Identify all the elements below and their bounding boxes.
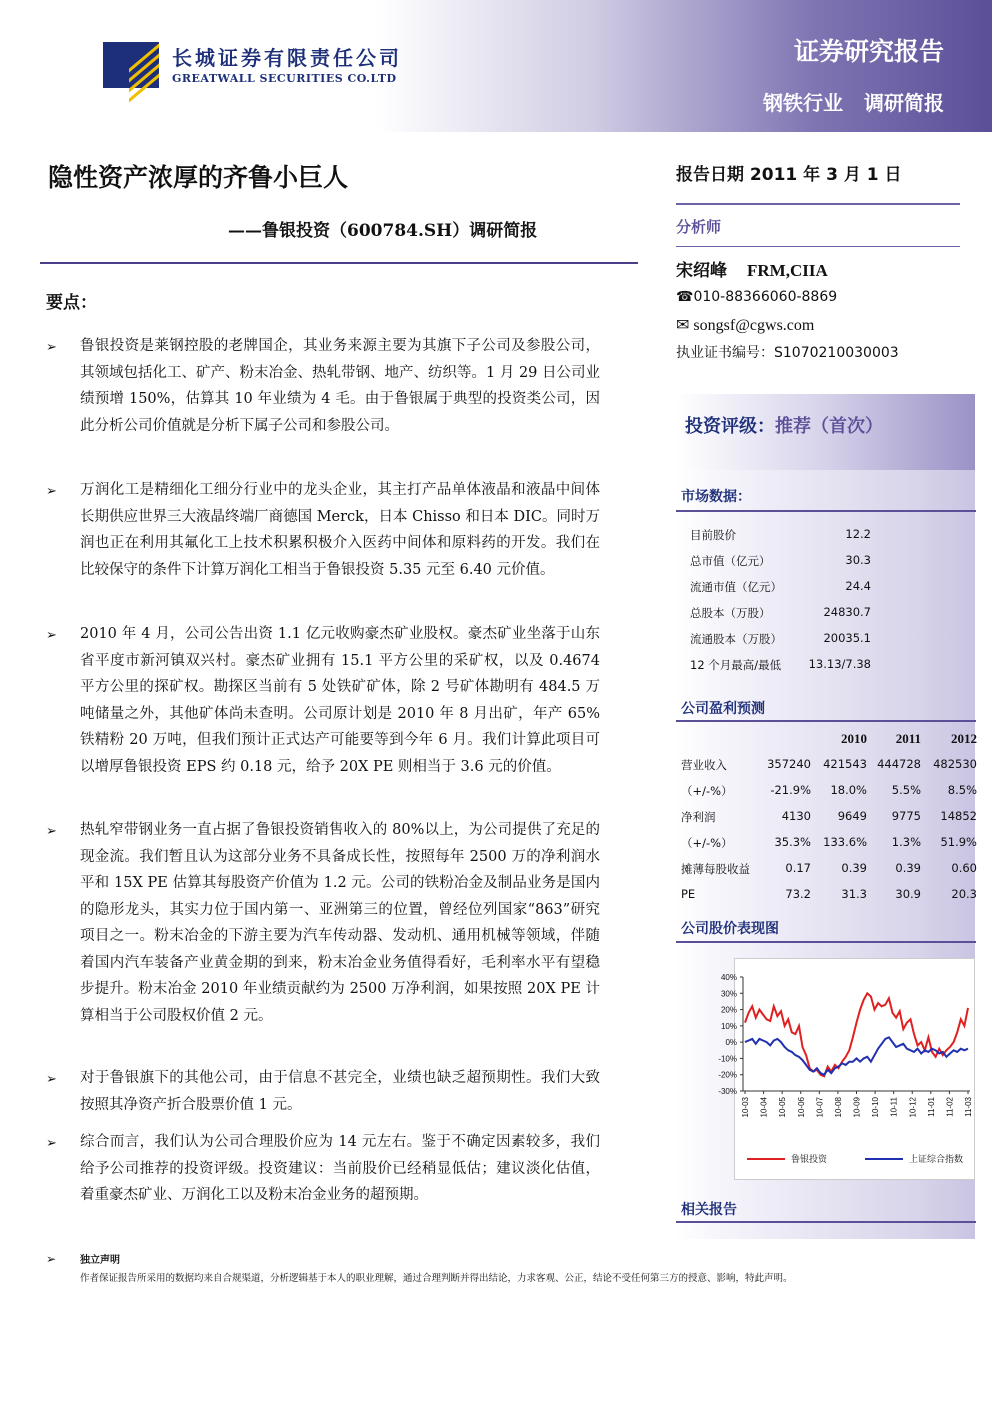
forecast-value: 18.0% xyxy=(830,783,867,797)
analyst-credentials: FRM,CIIA xyxy=(747,261,828,280)
forecast-heading: 公司盈利预测 xyxy=(681,701,765,717)
x-tick-label: 11-02 xyxy=(945,1097,955,1117)
forecast-year: 2011 xyxy=(895,731,921,746)
investment-rating xyxy=(685,412,883,438)
y-tick-label: -30% xyxy=(718,1087,737,1096)
key-point-2: 万润化工是精细化工细分行业中的龙头企业，其主打产品单体液晶和液晶中间体长期供应世界三大液晶终端厂商德国 Merck，日本 Chisso 和日本 DIC。同时万润也正在利用其氟化工上技术积累积极介入医药中间体和原料药的开发。我们在比较保守的条件下计算万润化工相当于鲁银投资 5.35 元至 6.40 元价值。 xyxy=(80,482,600,578)
disclaimer-title: 独立声明 xyxy=(80,1255,120,1266)
analyst-email[interactable]: ✉ songsf@cgws.com xyxy=(676,317,815,334)
arrow-bullet-icon: ➢ xyxy=(46,824,57,839)
market-label: 总股本（万股） xyxy=(690,606,771,620)
company-name-en: GREATWALL SECURITIES CO.LTD xyxy=(172,72,397,85)
forecast-row xyxy=(681,783,979,803)
market-data-heading: 市场数据： xyxy=(681,489,751,505)
x-tick-label: 10-06 xyxy=(796,1097,806,1118)
analyst-phone: ☎010-88366060-8869 xyxy=(676,289,838,305)
x-tick-label: 10-04 xyxy=(759,1097,769,1118)
report-category: 钢铁行业 调研简报 xyxy=(763,91,944,115)
y-tick-label: 40% xyxy=(720,973,737,982)
forecast-value: 0.17 xyxy=(785,861,811,875)
analyst-label: 分析师 xyxy=(676,218,722,236)
analyst-name xyxy=(676,256,828,281)
y-tick-label: 10% xyxy=(720,1021,737,1031)
forecast-label: PE xyxy=(681,887,696,901)
x-tick-label: 10-11 xyxy=(889,1097,899,1117)
company-logo-icon xyxy=(103,42,159,88)
report-date: 报告日期 2011 年 3 月 1 日 xyxy=(676,165,902,185)
key-point-3: 2010 年 4 月，公司公告出资 1.1 亿元收购豪杰矿业股权。豪杰矿业坐落于山东省平度市新河镇双兴村。豪杰矿业拥有 15.1 平方公里的采矿权，以及 0.4674 平方公里的探矿权。勘探区当前有 5 处铁矿矿体，除 2 号矿体勘明有 484.5 万吨储量之外，其他矿体尚未查明。公司原计划是 2010 年 8 月出矿，年产 65%铁精粉 20 万吨，但我们预计正式达产可能要等到今年 6 月。我们计算此项目可以增厚鲁银投资 EPS 约 0.18 元，给予 20X PE 则相当于 3.6 元的价值。 xyxy=(80,626,600,775)
divider xyxy=(676,246,960,247)
x-tick-label: 10-05 xyxy=(778,1097,788,1118)
forecast-label: 净利润 xyxy=(681,810,716,824)
forecast-value: 4130 xyxy=(781,809,811,823)
x-tick-label: 10-09 xyxy=(852,1097,862,1118)
forecast-year: 2012 xyxy=(951,731,977,746)
market-row xyxy=(690,631,871,647)
analyst-license: 执业证书编号：S1070210030003 xyxy=(676,345,899,361)
arrow-bullet-icon: ➢ xyxy=(46,484,57,499)
market-row xyxy=(690,553,871,569)
market-label: 总市值（亿元） xyxy=(690,554,771,568)
page-subtitle: ——鲁银投资（600784.SH）调研简报 xyxy=(228,221,538,241)
forecast-row xyxy=(681,861,979,881)
forecast-value: 133.6% xyxy=(823,835,867,849)
divider xyxy=(40,262,638,264)
key-point-1: 鲁银投资是莱钢控股的老牌国企，其业务来源主要为其旗下子公司及参股公司，其领域包括化工、矿产、粉末冶金、热轧带钢、地产、纺织等。1 月 29 日公司业绩预增 150%，估算其 10 年业绩为 4 毛。由于鲁银属于典型的投资类公司，因此分析公司价值就是分析下属子公司和参股公司。 xyxy=(80,338,601,434)
y-tick-label: 30% xyxy=(720,989,737,999)
x-tick-label: 10-12 xyxy=(908,1097,918,1118)
key-point-5: 对于鲁银旗下的其他公司，由于信息不甚完全，业绩也缺乏超预期性。我们大致按照其净资产折合股票价值 1 元。 xyxy=(80,1070,600,1113)
forecast-label: （+/-%） xyxy=(681,784,733,798)
forecast-header-row xyxy=(681,731,979,751)
market-label: 12 个月最高/最低 xyxy=(690,658,782,672)
market-row xyxy=(690,579,871,595)
chart-heading: 公司股价表现图 xyxy=(681,921,779,937)
divider xyxy=(676,1221,976,1223)
arrow-bullet-icon: ➢ xyxy=(46,1072,57,1087)
market-label: 目前股价 xyxy=(690,528,736,542)
forecast-value: 14852 xyxy=(940,809,977,823)
forecast-row xyxy=(681,887,979,907)
forecast-value: 482530 xyxy=(933,757,977,771)
y-tick-label: -10% xyxy=(718,1054,737,1064)
key-point-4: 热轧窄带钢业务一直占据了鲁银投资销售收入的 80%以上，为公司提供了充足的现金流。我们暂且认为这部分业务不具备成长性，按照每年 2500 万的净利润水平和 15X PE 估算其每股资产价值为 1.2 元。公司的铁粉冶金及制品业务是国内的隐形龙头，其实力位于国内第一、亚洲第三的位置，曾经位列国家“863”研究项目之一。粉末冶金的下游主要为汽车传动器、发动机、通用机械等领域，伴随着国内汽车装备产业黄金期的到来，粉末冶金业务值得看好，毛利率水平有望稳步提升。粉末冶金 2010 年业绩贡献约为 2500 万净利润，如果按照 20X PE 计算相当于公司股权价值 2 元。 xyxy=(80,822,600,1024)
forecast-value: 73.2 xyxy=(785,887,811,901)
market-label: 流通股本（万股） xyxy=(690,632,782,646)
disclaimer-text: 作者保证报告所采用的数据均来自合规渠道，分析逻辑基于本人的职业理解，通过合理判断并得出结论，力求客观、公正，结论不受任何第三方的授意、影响，特此声明。 xyxy=(80,1273,793,1284)
market-value: 12.2 xyxy=(845,527,871,541)
series-line-1 xyxy=(745,993,968,1076)
market-value: 24830.7 xyxy=(823,605,871,619)
report-type: 证券研究报告 xyxy=(793,37,944,66)
divider xyxy=(676,203,960,205)
y-tick-label: 0% xyxy=(725,1038,737,1048)
forecast-label: （+/-%） xyxy=(681,836,733,850)
forecast-value: 9649 xyxy=(837,809,867,823)
market-row xyxy=(690,527,871,543)
forecast-row xyxy=(681,809,979,829)
forecast-label: 营业收入 xyxy=(681,758,727,772)
forecast-value: 0.60 xyxy=(951,861,977,875)
forecast-value: 0.39 xyxy=(841,861,867,875)
legend-label: 鲁银投资 xyxy=(791,1155,828,1165)
stock-chart xyxy=(718,958,975,1180)
forecast-value: 30.9 xyxy=(895,887,921,901)
rating-label: 投资评级： xyxy=(685,416,775,437)
forecast-value: 357240 xyxy=(767,757,811,771)
stock-chart-svg xyxy=(718,959,976,1181)
forecast-value: -21.9% xyxy=(770,783,811,797)
arrow-bullet-icon: ➢ xyxy=(46,340,57,355)
market-label: 流通市值（亿元） xyxy=(690,580,782,594)
x-tick-label: 10-03 xyxy=(741,1097,750,1118)
forecast-value: 1.3% xyxy=(891,835,921,849)
market-value: 24.4 xyxy=(845,579,871,593)
y-tick-label: 20% xyxy=(720,1005,737,1015)
market-row xyxy=(690,605,871,621)
forecast-value: 0.39 xyxy=(895,861,921,875)
forecast-value: 444728 xyxy=(877,757,921,771)
market-value: 30.3 xyxy=(845,553,871,567)
forecast-value: 20.3 xyxy=(951,887,977,901)
page-title: 隐性资产浓厚的齐鲁小巨人 xyxy=(48,163,349,192)
market-value: 20035.1 xyxy=(823,631,871,645)
forecast-row xyxy=(681,835,979,855)
divider xyxy=(676,941,976,943)
forecast-row xyxy=(681,757,979,777)
key-point-6: 综合而言，我们认为公司合理股价应为 14 元左右。鉴于不确定因素较多，我们给予公司推荐的投资评级。投资建议：当前股价已经稍显低估；建议淡化估值，着重豪杰矿业、万润化工以及粉末冶金业务的超预期。 xyxy=(80,1134,600,1203)
company-name-cn: 长城证券有限责任公司 xyxy=(172,46,402,70)
rating-value: 推荐（首次） xyxy=(775,416,883,437)
forecast-value: 9775 xyxy=(891,809,921,823)
key-points-heading: 要点： xyxy=(46,293,97,313)
divider xyxy=(676,510,976,512)
forecast-value: 421543 xyxy=(823,757,867,771)
x-tick-label: 10-07 xyxy=(815,1097,825,1118)
legend-label: 上证综合指数 xyxy=(909,1155,964,1165)
market-row xyxy=(690,657,871,673)
analyst-name-text: 宋绍峰 xyxy=(676,261,727,281)
arrow-bullet-icon: ➢ xyxy=(46,1136,57,1151)
market-value: 13.13/7.38 xyxy=(808,657,871,671)
forecast-value: 51.9% xyxy=(940,835,977,849)
forecast-value: 5.5% xyxy=(891,783,921,797)
x-tick-label: 10-08 xyxy=(833,1097,843,1118)
x-tick-label: 11-03 xyxy=(964,1097,973,1117)
y-tick-label: -20% xyxy=(718,1070,737,1080)
forecast-value: 35.3% xyxy=(774,835,811,849)
forecast-label: 摊薄每股收益 xyxy=(681,862,750,876)
x-tick-label: 10-10 xyxy=(871,1097,881,1118)
forecast-value: 31.3 xyxy=(841,887,867,901)
forecast-value: 8.5% xyxy=(947,783,977,797)
arrow-bullet-icon: ➢ xyxy=(46,1252,57,1266)
divider xyxy=(676,720,976,722)
x-tick-label: 11-01 xyxy=(926,1097,936,1117)
forecast-year: 2010 xyxy=(841,731,867,746)
arrow-bullet-icon: ➢ xyxy=(46,628,57,643)
related-reports-heading: 相关报告 xyxy=(681,1202,737,1218)
